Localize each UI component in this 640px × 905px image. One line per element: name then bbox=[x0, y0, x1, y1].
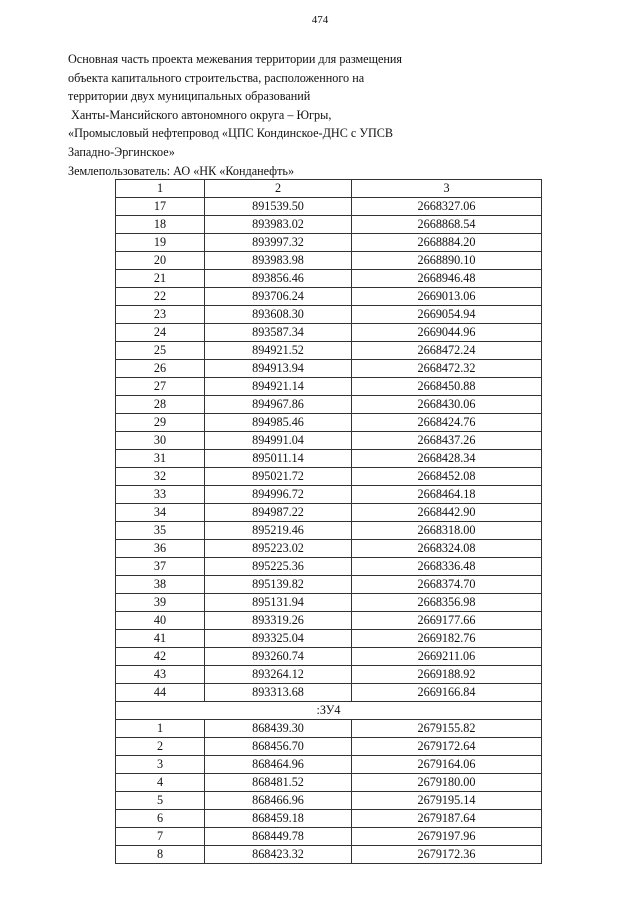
table-cell: 894967.86 bbox=[205, 396, 352, 414]
table-cell: 5 bbox=[116, 792, 205, 810]
table-row bbox=[116, 666, 542, 684]
table-cell: 2668327.06 bbox=[352, 198, 542, 216]
table-cell: 893983.02 bbox=[205, 216, 352, 234]
table-cell: 895223.02 bbox=[205, 540, 352, 558]
table-row bbox=[116, 810, 542, 828]
table-row bbox=[116, 342, 542, 360]
table-cell: 2668452.08 bbox=[352, 468, 542, 486]
table-cell: 2668430.06 bbox=[352, 396, 542, 414]
table-cell: 42 bbox=[116, 648, 205, 666]
table-row bbox=[116, 252, 542, 270]
table-cell: 38 bbox=[116, 576, 205, 594]
table-cell: 29 bbox=[116, 414, 205, 432]
table-cell: 32 bbox=[116, 468, 205, 486]
table-cell: 23 bbox=[116, 306, 205, 324]
table-cell: 895219.46 bbox=[205, 522, 352, 540]
header-line: Основная часть проекта межевания территории для размещения bbox=[68, 52, 403, 66]
table-cell: 868439.30 bbox=[205, 720, 352, 738]
table-cell: 2668437.26 bbox=[352, 432, 542, 450]
table-cell: 2668318.00 bbox=[352, 522, 542, 540]
header-line: «Промысловый нефтепровод «ЦПС Кондинское-ДНС с УПСВ bbox=[68, 126, 394, 141]
table-cell: 868481.52 bbox=[205, 774, 352, 792]
table-cell: 2668374.70 bbox=[352, 576, 542, 594]
table-cell: 891539.50 bbox=[205, 198, 352, 216]
table-cell: 2668946.48 bbox=[352, 270, 542, 288]
table-cell: 41 bbox=[116, 630, 205, 648]
table-row bbox=[116, 648, 542, 666]
table-cell: 894996.72 bbox=[205, 486, 352, 504]
table-cell: 868449.78 bbox=[205, 828, 352, 846]
table-cell: 31 bbox=[116, 450, 205, 468]
table-cell: 2669177.66 bbox=[352, 612, 542, 630]
table-row bbox=[116, 846, 542, 864]
table-cell: 868456.70 bbox=[205, 738, 352, 756]
header-line: Западно-Эргинское» bbox=[68, 144, 175, 159]
table-cell: 868423.32 bbox=[205, 846, 352, 864]
table-cell: 4 bbox=[116, 774, 205, 792]
table-cell: 2679164.06 bbox=[352, 756, 542, 774]
table-cell: 2679195.14 bbox=[352, 792, 542, 810]
table-cell: 868466.96 bbox=[205, 792, 352, 810]
table-cell: 893587.34 bbox=[205, 324, 352, 342]
table-cell: 39 bbox=[116, 594, 205, 612]
table-cell: 868459.18 bbox=[205, 810, 352, 828]
table-cell: 43 bbox=[116, 666, 205, 684]
table-cell: 33 bbox=[116, 486, 205, 504]
table-cell: 28 bbox=[116, 396, 205, 414]
table-cell: 895021.72 bbox=[205, 468, 352, 486]
table-row bbox=[116, 360, 542, 378]
table-cell: 2669044.96 bbox=[352, 324, 542, 342]
table-cell: 6 bbox=[116, 810, 205, 828]
table-cell: 20 bbox=[116, 252, 205, 270]
table-row bbox=[116, 522, 542, 540]
table-row bbox=[116, 576, 542, 594]
table-cell: 35 bbox=[116, 522, 205, 540]
table-cell: 893608.30 bbox=[205, 306, 352, 324]
table-cell: 894921.14 bbox=[205, 378, 352, 396]
table-cell: 7 bbox=[116, 828, 205, 846]
table-row bbox=[116, 216, 542, 234]
table-cell: 2679180.00 bbox=[352, 774, 542, 792]
column-header: 3 bbox=[352, 180, 542, 198]
table-row bbox=[116, 486, 542, 504]
table-cell: 2668356.98 bbox=[352, 594, 542, 612]
table-cell: 2668442.90 bbox=[352, 504, 542, 522]
table-cell: 893319.26 bbox=[205, 612, 352, 630]
section-title: :ЗУ4 bbox=[116, 702, 542, 720]
table-row bbox=[116, 540, 542, 558]
table-header-row bbox=[116, 180, 542, 198]
table-row bbox=[116, 612, 542, 630]
table-cell: 2 bbox=[116, 738, 205, 756]
column-header: 1 bbox=[116, 180, 205, 198]
table-cell: 25 bbox=[116, 342, 205, 360]
table-row bbox=[116, 396, 542, 414]
table-row bbox=[116, 306, 542, 324]
table-row bbox=[116, 414, 542, 432]
table-row bbox=[116, 504, 542, 522]
document-header bbox=[68, 50, 468, 180]
column-header: 2 bbox=[205, 180, 352, 198]
table-cell: 22 bbox=[116, 288, 205, 306]
table-row bbox=[116, 378, 542, 396]
table-cell: 40 bbox=[116, 612, 205, 630]
table-cell: 24 bbox=[116, 324, 205, 342]
table-row bbox=[116, 198, 542, 216]
table-cell: 895225.36 bbox=[205, 558, 352, 576]
table-cell: 2668336.48 bbox=[352, 558, 542, 576]
table-row bbox=[116, 792, 542, 810]
table-cell: 2679187.64 bbox=[352, 810, 542, 828]
table-cell: 2668890.10 bbox=[352, 252, 542, 270]
table-cell: 893260.74 bbox=[205, 648, 352, 666]
table-row bbox=[116, 450, 542, 468]
table-row bbox=[116, 720, 542, 738]
table-cell: 2679155.82 bbox=[352, 720, 542, 738]
table-cell: 893983.98 bbox=[205, 252, 352, 270]
table-row bbox=[116, 594, 542, 612]
table-row bbox=[116, 630, 542, 648]
table-cell: 30 bbox=[116, 432, 205, 450]
table-cell: 2679197.96 bbox=[352, 828, 542, 846]
table-cell: 893997.32 bbox=[205, 234, 352, 252]
table-cell: 37 bbox=[116, 558, 205, 576]
table-cell: 2668428.34 bbox=[352, 450, 542, 468]
table-row bbox=[116, 684, 542, 702]
table-cell: 894985.46 bbox=[205, 414, 352, 432]
table-cell: 18 bbox=[116, 216, 205, 234]
table-cell: 26 bbox=[116, 360, 205, 378]
table-cell: 894913.94 bbox=[205, 360, 352, 378]
table-cell: 895131.94 bbox=[205, 594, 352, 612]
table-cell: 36 bbox=[116, 540, 205, 558]
table-cell: 895011.14 bbox=[205, 450, 352, 468]
table-cell: 2669166.84 bbox=[352, 684, 542, 702]
table-cell: 1 bbox=[116, 720, 205, 738]
header-line: территории двух муниципальных образований bbox=[68, 89, 311, 104]
table-cell: 2679172.64 bbox=[352, 738, 542, 756]
table-cell: 893325.04 bbox=[205, 630, 352, 648]
table-cell: 2669054.94 bbox=[352, 306, 542, 324]
page-number: 474 bbox=[311, 14, 329, 26]
table-cell: 893313.68 bbox=[205, 684, 352, 702]
table-cell: 2668324.08 bbox=[352, 540, 542, 558]
table-cell: 2668472.24 bbox=[352, 342, 542, 360]
table-cell: 2668464.18 bbox=[352, 486, 542, 504]
table-cell: 3 bbox=[116, 756, 205, 774]
table-row bbox=[116, 234, 542, 252]
header-line: Землепользователь: АО «НК «Конданефть» bbox=[68, 163, 295, 178]
table-row bbox=[116, 468, 542, 486]
header-line: Ханты-Мансийского автономного округа – Югры, bbox=[68, 107, 332, 122]
table-cell: 895139.82 bbox=[205, 576, 352, 594]
table-cell: 894921.52 bbox=[205, 342, 352, 360]
table-row bbox=[116, 432, 542, 450]
table-cell: 2668424.76 bbox=[352, 414, 542, 432]
table-cell: 894987.22 bbox=[205, 504, 352, 522]
table-cell: 2669211.06 bbox=[352, 648, 542, 666]
table-cell: 893856.46 bbox=[205, 270, 352, 288]
table-cell: 34 bbox=[116, 504, 205, 522]
table-cell: 17 bbox=[116, 198, 205, 216]
header-line: объекта капитального строительства, расположенного на bbox=[68, 70, 365, 85]
table-row bbox=[116, 270, 542, 288]
table-cell: 868464.96 bbox=[205, 756, 352, 774]
table-row bbox=[116, 558, 542, 576]
table-cell: 2669182.76 bbox=[352, 630, 542, 648]
table-cell: 2669188.92 bbox=[352, 666, 542, 684]
table-cell: 2668868.54 bbox=[352, 216, 542, 234]
table-row bbox=[116, 756, 542, 774]
coordinates-table bbox=[115, 179, 542, 864]
section-row bbox=[116, 702, 542, 720]
table-cell: 27 bbox=[116, 378, 205, 396]
table-row bbox=[116, 738, 542, 756]
table-row bbox=[116, 324, 542, 342]
table-cell: 2668472.32 bbox=[352, 360, 542, 378]
table-cell: 2668884.20 bbox=[352, 234, 542, 252]
table-row bbox=[116, 774, 542, 792]
table-cell: 19 bbox=[116, 234, 205, 252]
table-cell: 894991.04 bbox=[205, 432, 352, 450]
table-row bbox=[116, 828, 542, 846]
table-cell: 8 bbox=[116, 846, 205, 864]
table-cell: 44 bbox=[116, 684, 205, 702]
table-cell: 893264.12 bbox=[205, 666, 352, 684]
table-row bbox=[116, 288, 542, 306]
table-cell: 2679172.36 bbox=[352, 846, 542, 864]
table-cell: 2669013.06 bbox=[352, 288, 542, 306]
table-cell: 21 bbox=[116, 270, 205, 288]
table-cell: 893706.24 bbox=[205, 288, 352, 306]
table-cell: 2668450.88 bbox=[352, 378, 542, 396]
